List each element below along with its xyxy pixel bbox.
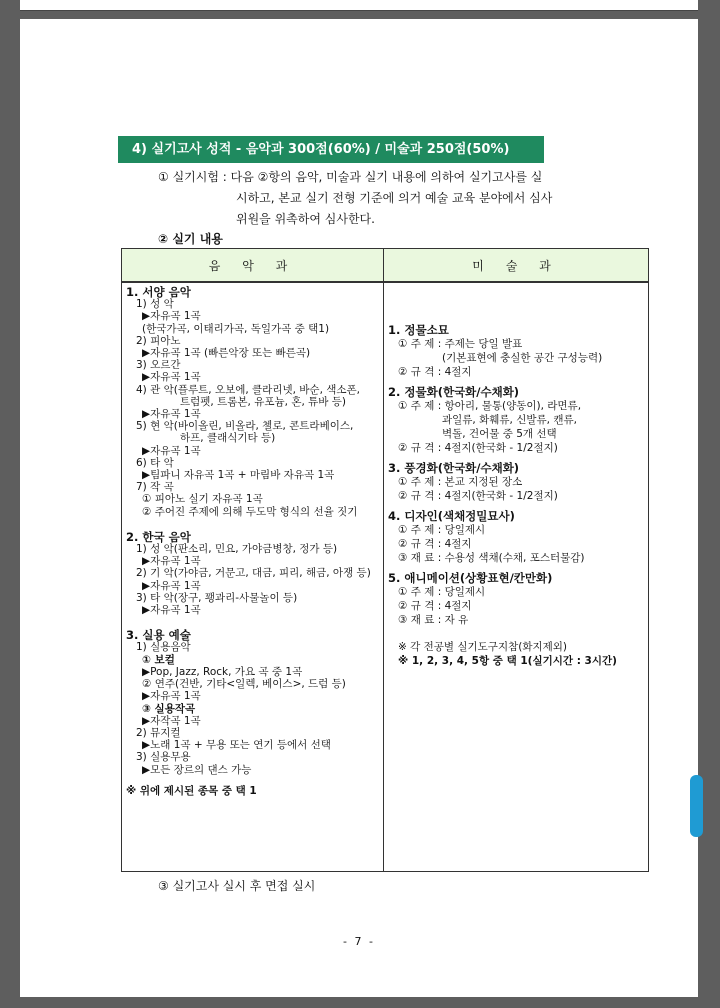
music-line: ▶Pop, Jazz, Rock, 가요 곡 중 1곡 [142, 665, 303, 678]
music-line: ▶자유곡 1곡 [142, 555, 201, 568]
art-line: 3. 풍경화(한국화/수채화) [388, 461, 520, 475]
art-line [388, 455, 644, 459]
interview-note: ③ 실기고사 실시 후 면접 실시 [158, 879, 316, 893]
art-line: 4. 디자인(색채정밀묘사) [388, 509, 515, 523]
art-line [388, 565, 644, 569]
art-line: ① 주 제 : 당일제시 [398, 524, 486, 536]
practical-exam-description [158, 167, 614, 230]
art-line: ② 규 격 : 4절지(한국화 - 1/2절지) [398, 442, 558, 454]
music-line: 2) 피아노 [136, 334, 181, 347]
music-line [126, 518, 379, 531]
art-line: ② 규 격 : 4절지 [398, 366, 472, 378]
music-line: 1) 성 악(판소리, 민요, 가야금병창, 정가 등) [136, 543, 338, 556]
music-line: 2) 기 악(가야금, 거문고, 대금, 피리, 해금, 아쟁 등) [136, 567, 371, 580]
art-line: ② 규 격 : 4절지(한국화 - 1/2절지) [398, 490, 558, 502]
art-line: 벽돌, 건어물 중 5개 선택 [442, 428, 557, 440]
art-line: ※ 각 전공별 실기도구지참(화지제외) [398, 641, 568, 653]
description-line-2: 시하고, 본교 실기 전형 기준에 의거 예술 교육 분야에서 심사 [236, 191, 553, 205]
music-line: 6) 타 악 [136, 456, 174, 469]
art-line: (기본표현에 충실한 공간 구성능력) [442, 352, 603, 364]
music-line: 3) 오르간 [136, 359, 181, 372]
music-line: ▶자유곡 1곡 [142, 604, 201, 617]
music-line: ▶자작곡 1곡 [142, 714, 201, 727]
music-line: 7) 작 곡 [136, 481, 174, 494]
art-line [388, 379, 644, 383]
music-line: 트럼펫, 트롬본, 유포늄, 혼, 튜바 등) [180, 395, 346, 408]
art-line: ① 주 제 : 당일제시 [398, 586, 486, 598]
page-number: - 7 - [343, 935, 375, 948]
music-line: 3. 실용 예술 [126, 628, 191, 643]
art-line: 1. 정물소묘 [388, 323, 449, 337]
description-line-3: 위원을 위촉하여 심사한다. [236, 212, 375, 226]
art-line: ① 주 제 : 항아리, 물통(양동이), 라면류, [398, 400, 582, 412]
art-line: ① 주 제 : 주제는 당일 발표 [398, 338, 523, 350]
music-line: ▶자유곡 1곡 [142, 408, 201, 421]
music-line: ③ 실용작곡 [142, 702, 196, 715]
music-line: 1. 서양 음악 [126, 285, 191, 299]
art-column [384, 282, 649, 872]
music-line [126, 776, 379, 785]
music-line: 2. 한국 음악 [126, 529, 191, 544]
music-line: 5) 현 악(바이올린, 비올라, 첼로, 콘트라베이스, [136, 420, 354, 433]
music-line: ① 피아노 실기 자유곡 1곡 [142, 493, 263, 506]
art-line: ① 주 제 : 본교 지정된 장소 [398, 476, 523, 488]
previous-page-edge [20, 0, 698, 11]
music-line: ▶팀파니 자유곡 1곡 + 마림바 자유곡 1곡 [142, 469, 335, 482]
art-line: ※ 1, 2, 3, 4, 5항 중 택 1(실기시간 : 3시간) [398, 655, 617, 667]
art-line: 5. 애니메이션(상황표현/칸만화) [388, 571, 553, 585]
art-header: 미 술 과 [384, 249, 649, 283]
scrollbar-thumb[interactable] [690, 775, 703, 837]
art-line: 과일류, 화훼류, 신발류, 캔류, [442, 414, 577, 426]
music-line: ▶자유곡 1곡 [142, 579, 201, 592]
music-line: 3) 실용무용 [136, 751, 191, 764]
music-line: ② 주어진 주제에 의해 두도막 형식의 선율 짓기 [142, 505, 358, 518]
art-line: ③ 재 료 : 자 유 [398, 614, 469, 626]
art-line: ② 규 격 : 4절지 [398, 600, 472, 612]
music-line: 1) 실용음악 [136, 641, 191, 654]
music-line: 4) 관 악(플루트, 오보에, 클라리넷, 바순, 색소폰, [136, 383, 361, 396]
section-heading: 4) 실기고사 성적 - 음악과 300점(60%) / 미술과 250점(50%) [118, 136, 544, 163]
music-line: 2) 뮤지컬 [136, 726, 181, 739]
music-line: 하프, 클래식기타 등) [180, 432, 276, 445]
music-header: 음 악 과 [122, 249, 384, 283]
music-line: ▶자유곡 1곡 [142, 310, 201, 323]
practical-content-title: ② 실기 내용 [158, 232, 223, 246]
practical-content-table [121, 248, 649, 872]
art-line: ② 규 격 : 4절지 [398, 538, 472, 550]
music-line: 3) 타 악(장구, 꽹과리-사물놀이 등) [136, 591, 298, 604]
music-line: ▶자유곡 1곡 (빠른악장 또는 빠른곡) [142, 347, 311, 360]
art-line [388, 503, 644, 507]
music-column [122, 282, 384, 872]
music-line: ▶모든 장르의 댄스 가능 [142, 763, 252, 776]
music-line: ▶자유곡 1곡 [142, 371, 201, 384]
art-line: ③ 재 료 : 수용성 색채(수채, 포스터물감) [398, 552, 585, 564]
music-line: (한국가곡, 이태리가곡, 독일가곡 중 택1) [142, 322, 330, 335]
art-line: 2. 정물화(한국화/수채화) [388, 385, 520, 399]
music-line: ▶자유곡 1곡 [142, 444, 201, 457]
music-line: ▶노래 1곡 + 무용 또는 연기 등에서 선택 [142, 739, 331, 752]
music-line: 1) 성 악 [136, 298, 174, 311]
document-page [20, 19, 698, 997]
description-line-1: ① 실기시험 : 다음 ②항의 음악, 미술과 실기 내용에 의하여 실기고사를 실 [158, 170, 543, 184]
music-line: ① 보컬 [142, 653, 175, 666]
music-line: ※ 위에 제시된 종목 중 택 1 [126, 784, 257, 797]
music-line: ▶자유곡 1곡 [142, 690, 201, 703]
art-line [388, 627, 644, 640]
music-line: ② 연주(건반, 기타<일렉, 베이스>, 드럼 등) [142, 678, 346, 691]
